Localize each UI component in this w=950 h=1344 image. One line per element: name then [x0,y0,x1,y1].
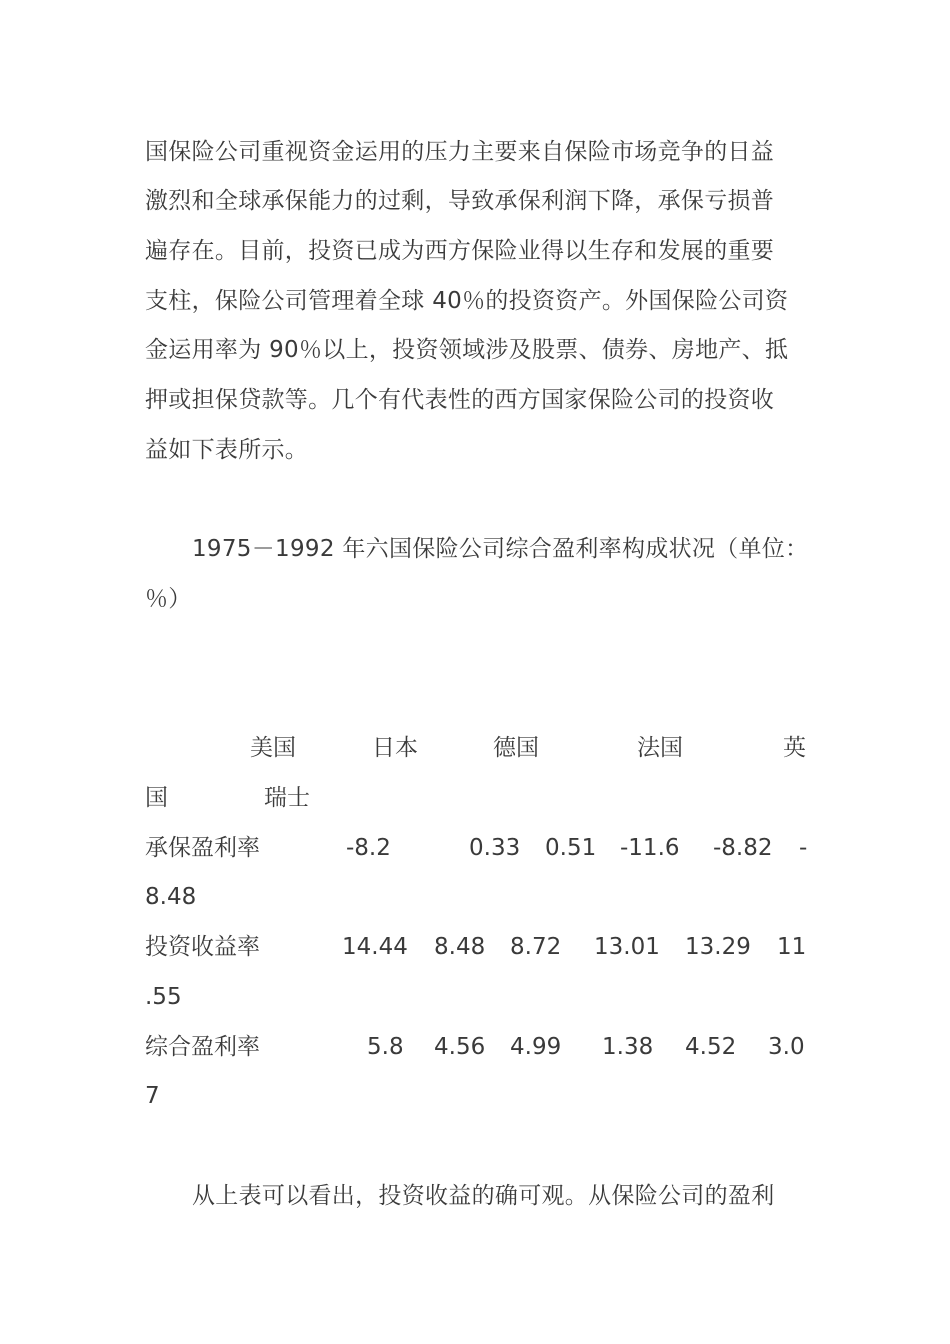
header-japan: 日本 [372,735,418,761]
cell-germany: 8.72 [510,934,562,960]
text-line: 国保险公司重视资金运用的压力主要来自保险市场竞争的日益 [145,139,775,165]
cell-japan: 4.56 [434,1034,486,1060]
cell-japan: 0.33 [469,835,521,861]
cell-usa: -8.2 [346,835,391,861]
text-line: 益如下表所示。 [145,437,309,463]
text-line: 押或担保贷款等。几个有代表性的西方国家保险公司的投资收 [145,387,775,413]
cell-france: 13.01 [594,934,660,960]
caption-line: 1975－1992 年六国保险公司综合盈利率构成状况（单位： [192,536,809,562]
cell-switzerland: 11 [777,934,807,960]
header-france: 法国 [637,735,683,761]
cell-germany: 4.99 [510,1034,562,1060]
cell-switzerland: - [799,835,808,861]
cell-germany: 0.51 [545,835,597,861]
cell-france: 1.38 [602,1034,654,1060]
cell-switzerland-wrap: 7 [145,1083,160,1109]
cell-usa: 14.44 [342,934,408,960]
text-line: 金运用率为 90％以上，投资领域涉及股票、债券、房地产、抵 [145,337,789,363]
cell-usa: 5.8 [367,1034,404,1060]
row-label: 承保盈利率 [145,835,260,861]
cell-uk: -8.82 [713,835,773,861]
cell-switzerland: 3.0 [768,1034,805,1060]
header-uk-wrap: 国 [145,785,168,811]
cell-france: -11.6 [620,835,680,861]
cell-uk: 13.29 [685,934,751,960]
text-line: 从上表可以看出，投资收益的确可观。从保险公司的盈利 [192,1183,775,1209]
row-label: 综合盈利率 [145,1034,260,1060]
header-switzerland: 瑞士 [264,785,310,811]
header-germany: 德国 [493,735,539,761]
cell-switzerland-wrap: .55 [145,984,182,1010]
caption-line: ％） [145,586,192,612]
text-line: 遍存在。目前，投资已成为西方保险业得以生存和发展的重要 [145,238,775,264]
header-usa: 美国 [250,735,296,761]
header-uk: 英 [783,735,806,761]
cell-uk: 4.52 [685,1034,737,1060]
cell-switzerland-wrap: 8.48 [145,884,197,910]
text-line: 支柱，保险公司管理着全球 40％的投资资产。外国保险公司资 [145,288,789,314]
cell-japan: 8.48 [434,934,486,960]
row-label: 投资收益率 [145,934,260,960]
text-line: 激烈和全球承保能力的过剩，导致承保利润下降，承保亏损普 [145,188,775,214]
